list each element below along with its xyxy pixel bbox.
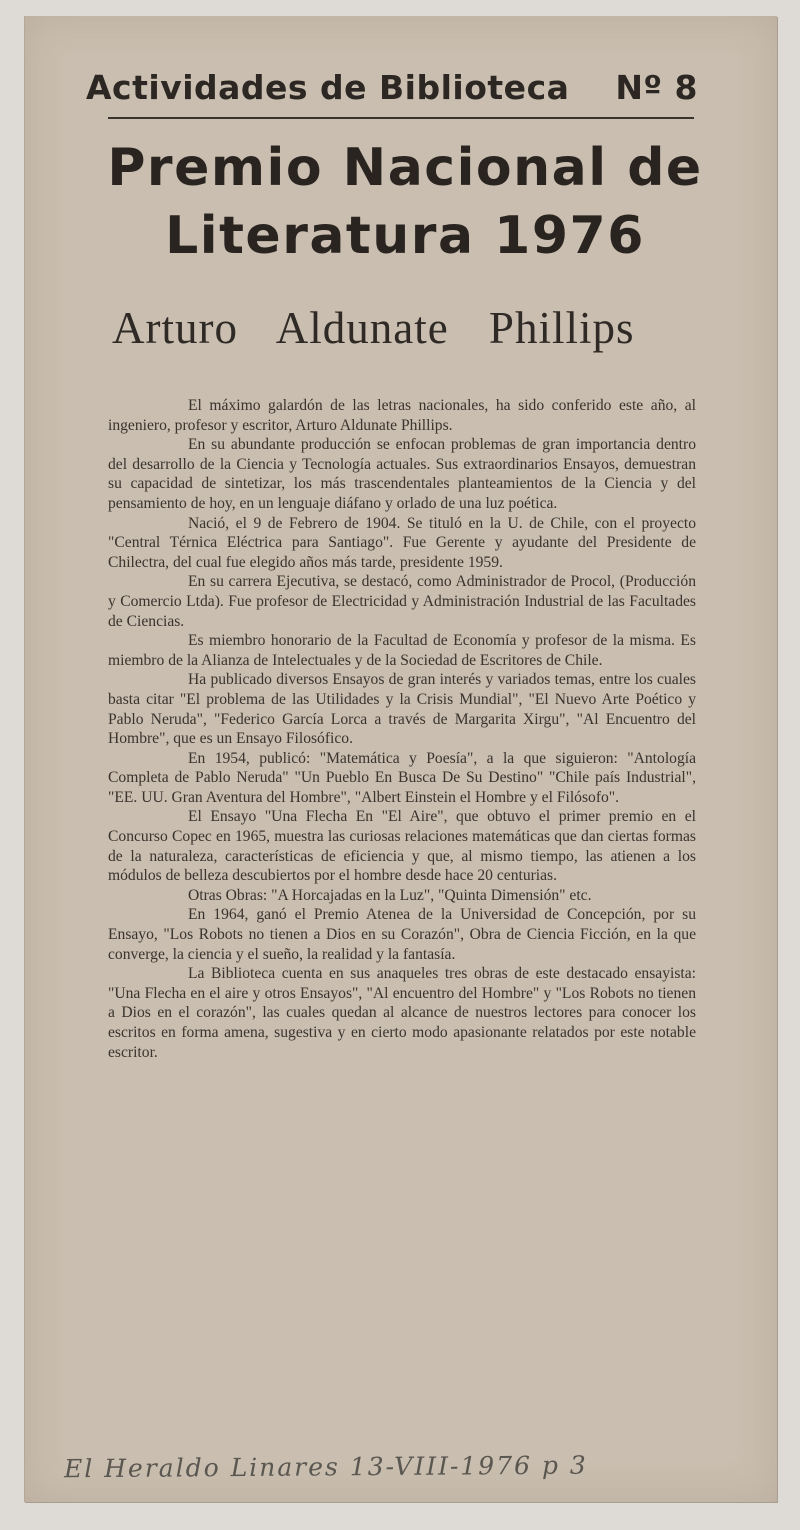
paragraph: El Ensayo "Una Flecha En "El Aire", que obtuvo el primer premio en el Concurso Copec en 1965, muestra las curiosas relaciones matemáticas que dan ciertas formas de la naturaleza, características de eficiencia y que, al mismo tiempo, las atienen a los módulos de belleza descubiertos por el hombre desde hace 20 centurias. [108,808,696,885]
header-divider [108,117,694,119]
section-title: Actividades de Biblioteca [86,68,570,107]
paragraph: Ha publicado diversos Ensayos de gran interés y variados temas, entre los cuales basta citar "El problema de las Utilidades y la Crisis Mundial", "El Nuevo Arte Poético y Pablo Neruda", "Federico García Lorca a través de Margarita Xirgu", "Al Encuentro del Hombre", que es un Ensayo Filosófico. [108,671,696,748]
paragraph: En su carrera Ejecutiva, se destacó, como Administrador de Procol, (Producción y Comercio Ltda). Fue profesor de Electricidad y Administración Industrial de las Facultades de Ciencias. [108,573,696,630]
author-name: Arturo Aldunate Phillips [112,303,635,353]
headline-line-1: Premio Nacional de [107,138,703,198]
paragraph: El máximo galardón de las letras nacionales, ha sido conferido este año, al ingeniero, profesor y escritor, Arturo Aldunate Phillips. [108,397,696,434]
headline [60,134,750,270]
paragraph: En su abundante producción se enfocan problemas de gran importancia dentro del desarrollo de la Ciencia y Tecnología actuales. Sus extraordinarios Ensayos, demuestran su capacidad de sintetizar, los más trascendentales planteamientos de la Ciencia y del pensamiento de hoy, en un lenguaje diáfano y orlado de una luz poética. [108,436,696,512]
paragraph: La Biblioteca cuenta en sus anaqueles tres obras de este destacado ensayista: "Una Flecha en el aire y otros Ensayos", "Al encuentro del Hombre" y "Los Robots no tienen a Dios en el corazón", las cuales quedan al alcance de nuestros lectores para conocer los escritos en forma amena, sugestiva y en cierto modo apasionante relatados por este notable escritor. [108,965,696,1061]
paragraph: En 1954, publicó: "Matemática y Poesía", a la que siguieron: "Antología Completa de Pablo Neruda" "Un Pueblo En Busca De Su Destino" "Chile país Industrial", "EE. UU. Gran Aventura del Hombre", "Albert Einstein el Hombre y el Filósofo". [108,749,696,806]
paragraph: En 1964, ganó el Premio Atenea de la Universidad de Concepción, por su Ensayo, "Los Robots no tienen a Dios en su Corazón", Obra de Ciencia Ficción, en la que converge, la ciencia y el sueño, la realidad y la fantasía. [108,906,696,963]
paragraph: Nació, el 9 de Febrero de 1904. Se tituló en la U. de Chile, con el proyecto "Central Térnica Eléctrica para Santiago". Fue Gerente y ayudante del Presidente de Chilectra, del cual fue elegido años más tarde, presidente 1959. [108,514,696,571]
headline-line-2: Literatura 1976 [165,206,645,266]
issue-number: Nº 8 [615,68,698,107]
handwritten-source-note: El Heraldo Linares 13-VIII-1976 p 3 [63,1450,588,1484]
article-body [108,396,696,1062]
paragraph: Otras Obras: "A Horcajadas en la Luz", "Quinta Dimensión" etc. [188,886,592,904]
paragraph: Es miembro honorario de la Facultad de Economía y profesor de la misma. Es miembro de la Alianza de Intelectuales y de la Sociedad de Escritores de Chile. [108,632,696,669]
section-header [86,64,698,114]
